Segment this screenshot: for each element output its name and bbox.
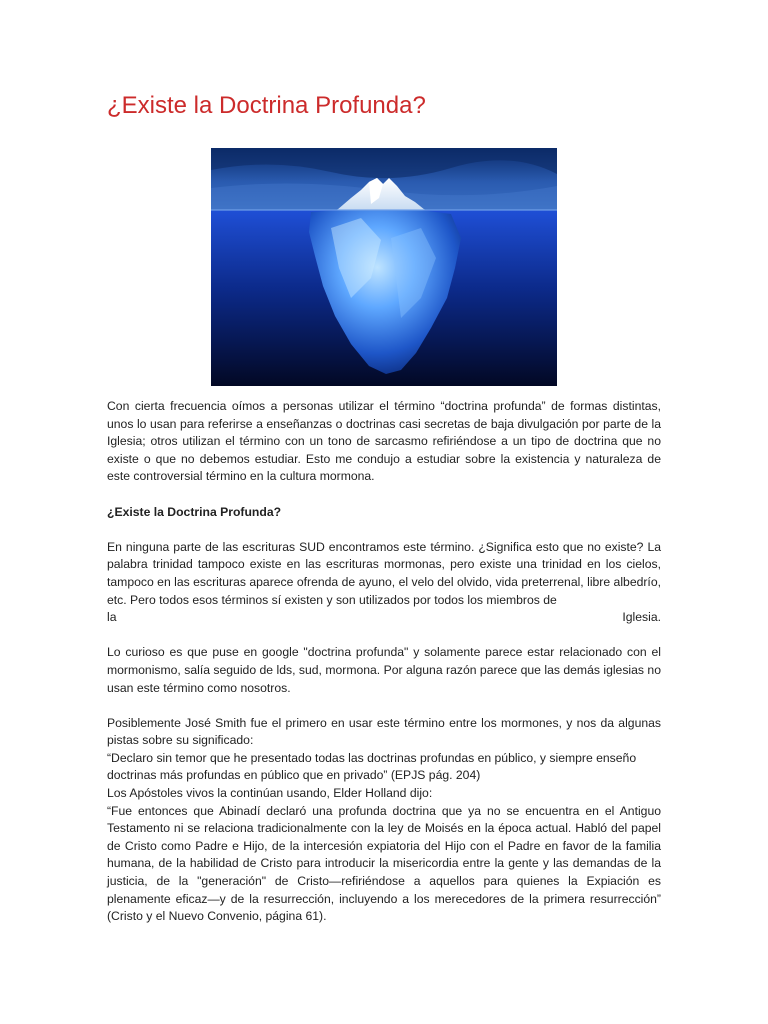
section-heading: ¿Existe la Doctrina Profunda? — [107, 504, 282, 519]
page-title: ¿Existe la Doctrina Profunda? — [107, 92, 426, 119]
iceberg-icon — [211, 148, 557, 386]
paragraph-google: Lo curioso es que puse en google "doctrina profunda" y solamente parece estar relacionado con el mormonismo, salía seguido de lds, sud, mormona. Por alguna razón parece que las demás iglesias no usan este término como nosotros. — [107, 645, 661, 695]
paragraph-joseph-smith: Posiblemente José Smith fue el primero en usar este término entre los mormones, y nos da algunas pistas sobre su significado: — [107, 715, 661, 748]
paragraph-end-right: Iglesia. — [622, 610, 661, 625]
paragraph-scriptures-end — [107, 609, 661, 627]
paragraph-scriptures: En ninguna parte de las escrituras SUD encontramos este término. ¿Significa esto que no existe? La palabra trinidad tampoco existe en las escrituras mormonas, pero existe una trinidad en los cielos, tampoco en las escrituras aparece ofrenda de ayuno, el velo del olvido, vida preterrenal, libre albedrío, etc. Pero todos esos términos sí existen y son utilizados por todos los miembros de — [107, 539, 661, 607]
article-body — [107, 398, 661, 943]
iceberg-image — [211, 148, 557, 386]
paragraph-apostles: Los Apóstoles vivos la continúan usando, Elder Holland dijo: — [107, 786, 433, 801]
paragraph-intro: Con cierta frecuencia oímos a personas utilizar el término “doctrina profunda” de formas distintas, unos lo usan para referirse a enseñanzas o doctrinas casi secretas de baja divulgación por parte de la Iglesia; otros utilizan el término con un tono de sarcasmo refiriéndose a un tipo de doctrina que no existe o que no debemos estudiar. Esto me condujo a estudiar sobre la existencia y naturaleza de este controversial término en la cultura mormona. — [107, 399, 661, 484]
quote-joseph-smith: “Declaro sin temor que he presentado todas las doctrinas profundas en público, y siempre enseño doctrinas más profundas en público que en privado” (EPJS pág. 204) — [107, 750, 637, 783]
paragraph-end-left: la — [107, 610, 117, 625]
quote-holland: “Fue entonces que Abinadí declaró una profunda doctrina que ya no se encuentra en el Antiguo Testamento ni se relaciona tradicionalmente con la ley de Moisés en la época actual. Habló del papel de Cristo como Padre e Hijo, de la intercesión expiatoria del Hijo con el Padre en favor de la familia humana, de la habilidad de Cristo para introducir la misericordia entre la gente y las demandas de la justicia, de la "generación" de Cristo—refiriéndose a aquellos para quienes la Expiación es plenamente eficaz—y de la resurrección, incluyendo a los merecedores de la primera resurrección” (Cristo y el Nuevo Convenio, página 61). — [107, 803, 661, 924]
